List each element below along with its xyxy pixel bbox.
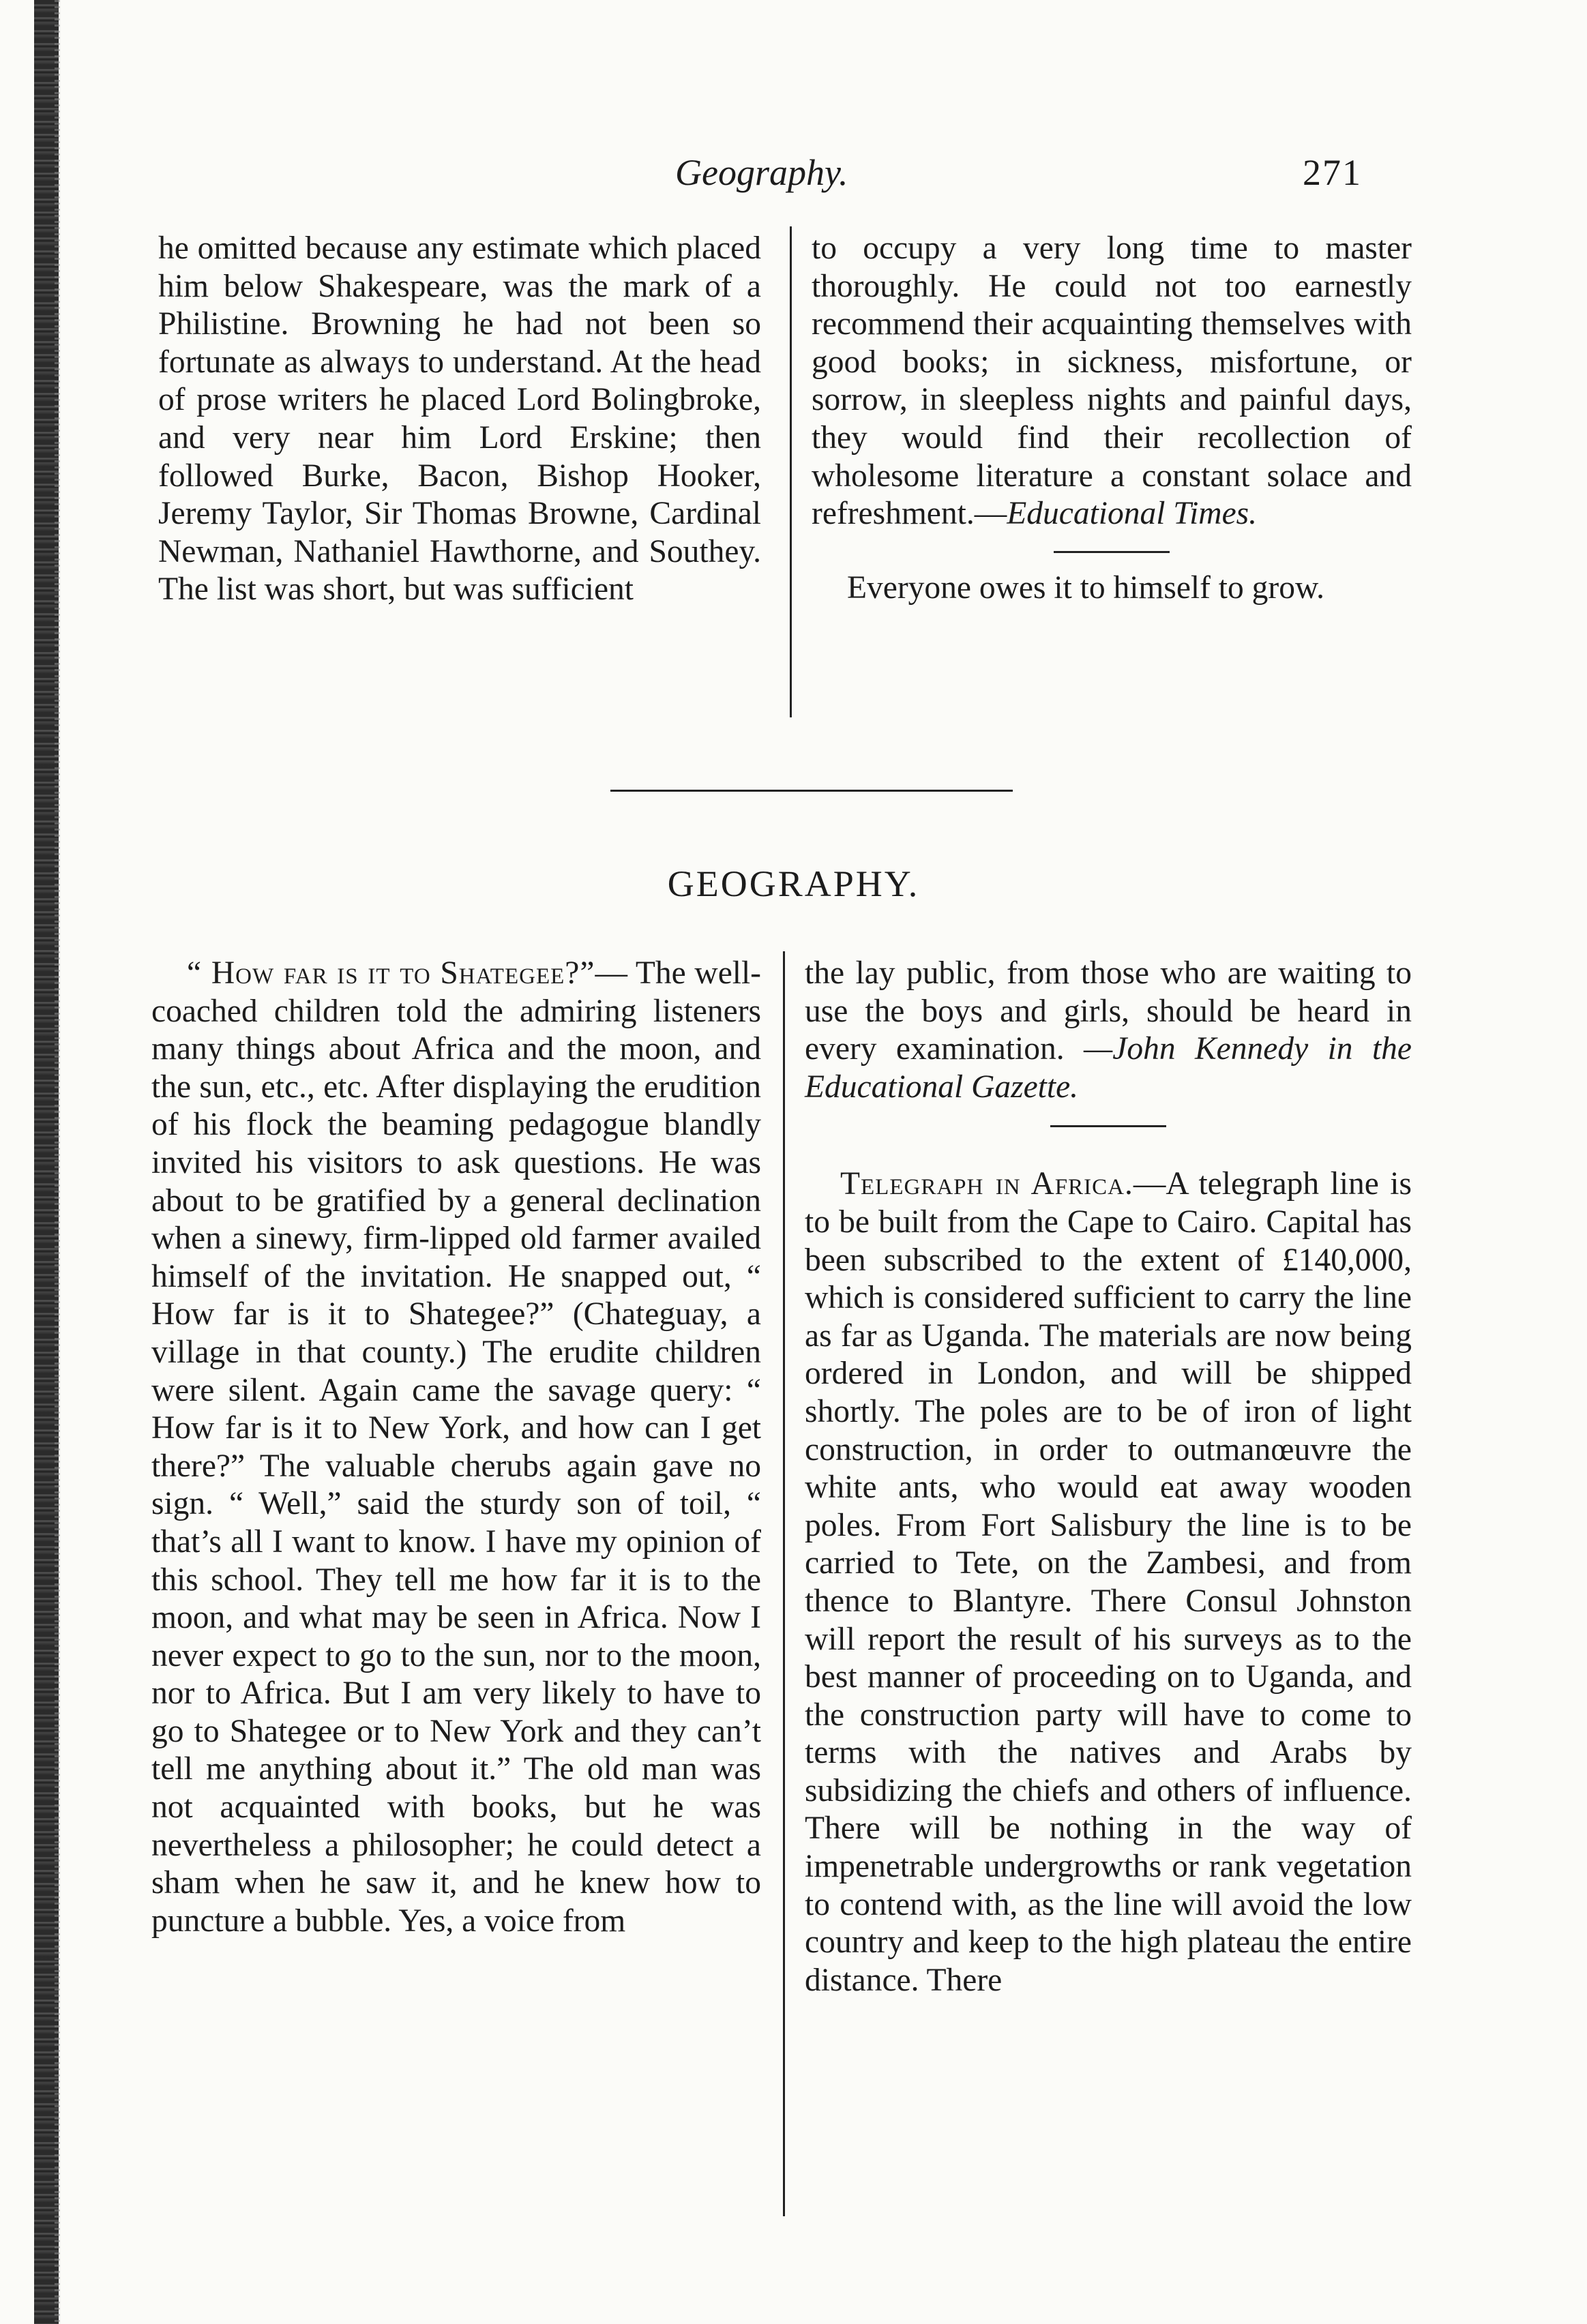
article-heading-telegraph: Telegraph in Africa.: [840, 1166, 1133, 1202]
section-divider: [610, 790, 1013, 792]
source-educational-gazette: —John Kennedy in the Educational Gazette.: [805, 1031, 1412, 1105]
top-left-column: [158, 230, 761, 609]
top-right-column: [812, 230, 1412, 607]
source-educational-times: Educational Times.: [1007, 496, 1258, 532]
top-right-paragraph: to occupy a very long time to master thoroughly. He could not too earnestly recommend their acquainting themselves with good books; in sickness, misfortune, or sorrow, in sleepless nights and painful days, they would find their recollection of wholesome literature a constant solace and refreshment.—Educational Times.: [812, 230, 1412, 532]
top-left-paragraph: he omitted because any estimate which placed him below Shakespeare, was the mark of a Philistine. Browning he had not been so fortunate as always to understand. At the head of prose writers he placed Lord Bolingbroke, and very near him Lord Erskine; then followed Burke, Bacon, Bishop Hooker, Jeremy Taylor, Sir Thomas Browne, Cardinal Newman, Nathaniel Hawthorne, and Southey. The list was short, but was sufficient: [158, 230, 761, 608]
article-shategee: “ How far is it to Shategee?”— The well-coached children told the admiring listeners many things about Africa and the moon, and the sun, etc., etc. After displaying the erudition of his flock the beaming pedagogue blandly invited his visitors to ask questions. He was about to be gratified by a general declination when a sinewy, firm-lipped old farmer availed himself of the invitation. He snapped out, “ How far is it to Shategee?” (Chateguay, a village in that county.) The erudite children were silent. Again came the savage query: “ How far is it to New York, and how can I get there?” The valuable cherubs again gave no sign. “ Well,” said the sturdy son of toil, “ that’s all I want to know. I have my opinion of this school. They tell me how far it is to the moon, and what may be seen in Africa. Now I never expect to go to the sun, nor to the moon, nor to Africa. But I am very likely to have to go to Shategee or to New York and they can’t tell me anything about it.” The old man was not acquainted with books, but he was nevertheless a philosopher; he could detect a sham when he saw it, and he knew how to puncture a bubble. Yes, a voice from: [151, 955, 762, 1939]
aphorism: Everyone owes it to himself to grow.: [847, 569, 1325, 606]
running-head: [0, 151, 1587, 206]
article-telegraph: Telegraph in Africa.—A telegraph line is to be built from the Cape to Cairo. Capital has been subscribed to the extent of £140,000, which is considered sufficient to carry the line as far as Uganda. The materials are now being ordered in London, and will be shipped shortly. The poles are to be of iron of light construction, in order to outmanœuvre the white ants, who would eat away wooden poles. From Fort Salisbury the line is to be carried to Tete, on the Zambesi, and from thence to Blantyre. There Consul Johnston will report the result of his surveys as to the best manner of proceeding on to Uganda, and the construction party will have to come to terms with the natives and Arabs by subsidizing the chiefs and others of influence. There will be nothing in the way of impenetrable undergrowths or rank vegetation to contend with, as the line will avoid the low country and keep to the high plateau the entire distance. There: [805, 1166, 1412, 1998]
article-heading-shategee: “ How far is it to Shategee?”: [187, 955, 595, 991]
page-number: 271: [1303, 152, 1362, 193]
geo-right-column: [805, 955, 1412, 1999]
book-binding-edge: [34, 0, 59, 2324]
section-title: GEOGRAPHY.: [667, 863, 920, 904]
column-divider-top: [790, 226, 792, 717]
short-rule-2: [1050, 1125, 1166, 1127]
article-shategee-continued: the lay public, from those who are waiting to use the boys and girls, should be heard in every examination. —John Kennedy in the Educational Gazette.: [805, 955, 1412, 1105]
column-divider-geography: [783, 951, 785, 2216]
short-rule: [1054, 551, 1170, 553]
geo-left-column: [151, 955, 761, 1940]
running-title: Geography.: [675, 152, 848, 193]
